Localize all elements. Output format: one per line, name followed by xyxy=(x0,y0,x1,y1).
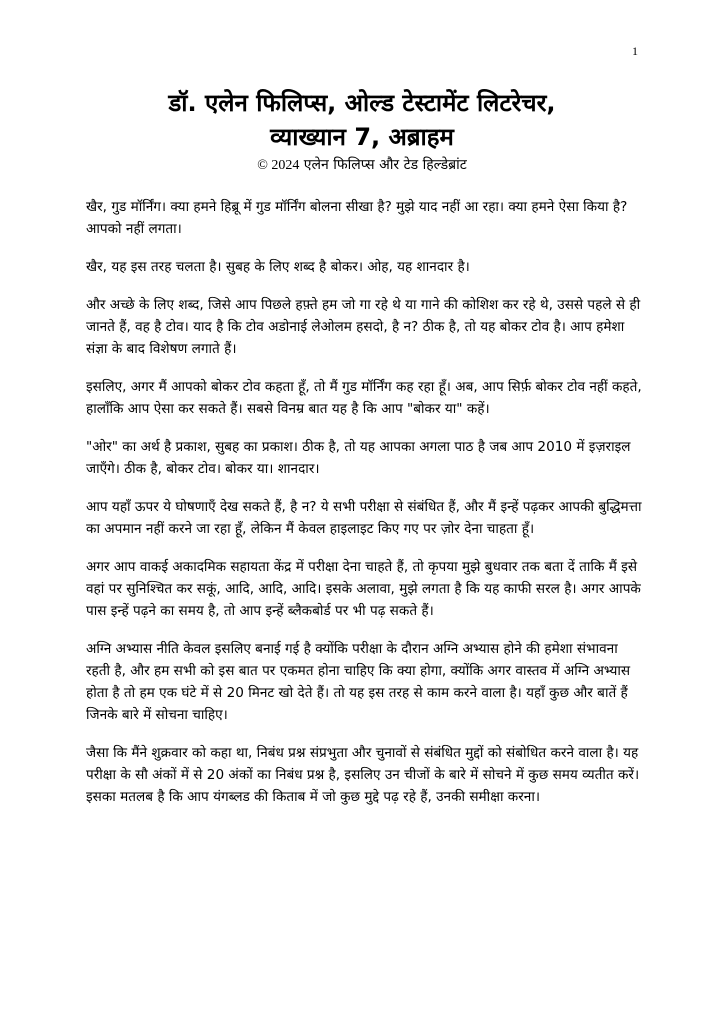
paragraph: जैसा कि मैंने शुक्रवार को कहा था, निबंध प्रश्न संप्रभुता और चुनावों से संबंधित मुद्दों को संबोधित करने वाला है। यह परीक्षा के सौ अंकों में से 20 अंकों का निबंध प्रश्न है, इसलिए उन चीजों के बारे में सोचने में कुछ समय व्यतीत करें। इसका मतलब है कि आप यंगब्लड की किताब में जो कुछ मुद्दे पढ़ रहे हैं, उनकी समीक्षा करना। xyxy=(86,745,640,805)
copyright-names: एलेन फिलिप्स और टेड हिल्डेब्रांट xyxy=(303,157,467,173)
copyright-symbol-year: © 2024 xyxy=(257,158,300,173)
paragraph: खैर, गुड मॉर्निंग। क्या हमने हिब्रू में गुड मॉर्निंग बोलना सीखा है? मुझे याद नहीं आ रहा। क्या हमने ऐसा किया है? आपको नहीं लगता। xyxy=(86,199,628,237)
copyright-line xyxy=(60,155,664,176)
paragraph: अग्नि अभ्यास नीति केवल इसलिए बनाई गई है क्योंकि परीक्षा के दौरान अग्नि अभ्यास होने की हमेशा संभावना रहती है, और हम सभी को इस बात पर एकमत होना चाहिए कि क्या होगा, क्योंकि अगर वास्तव में अग्नि अभ्यास होता है तो हम एक घंटे में से 20 मिनट खो देते हैं। तो यह इस तरह से काम करने वाला है। यहाँ कुछ और बातें हैं जिनके बारे में सोचना चाहिए। xyxy=(86,641,631,723)
paragraph: खैर, यह इस तरह चलता है। सुबह के लिए शब्द है बोकर। ओह, यह शानदार है। xyxy=(86,259,470,275)
paragraph: अगर आप वाकई अकादमिक सहायता केंद्र में परीक्षा देना चाहते हैं, तो कृपया मुझे बुधवार तक बता दें ताकि मैं इसे वहां पर सुनिश्चित कर सकूं, आदि, आदि, आदि। इसके अलावा, मुझे लगता है कि यह काफी सरल है। अगर आपके पास इन्हें पढ़ने का समय है, तो आप इन्हें ब्लैकबोर्ड पर भी पढ़ सकते हैं। xyxy=(86,559,641,619)
title-line-1: डॉ. एलेन फिलिप्स, ओल्ड टेस्टामेंट लिटरेचर, xyxy=(168,89,556,117)
paragraph: आप यहाँ ऊपर ये घोषणाएँ देख सकते हैं, है न? ये सभी परीक्षा से संबंधित हैं, और मैं इन्हें पढ़कर आपकी बुद्धिमत्ता का अपमान नहीं करने जा रहा हूँ, लेकिन मैं केवल हाइलाइट किए गए पर ज़ोर देना चाहता हूँ। xyxy=(86,499,642,537)
paragraph: और अच्छे के लिए शब्द, जिसे आप पिछले हफ़्ते हम जो गा रहे थे या गाने की कोशिश कर रहे थे, उससे पहले से ही जानते हैं, वह है टोव। याद है कि टोव अडोनाई लेओलम हसदो, है न? ठीक है, तो यह बोकर टोव है। आप हमेशा संज्ञा के बाद विशेषण लगाते हैं। xyxy=(86,297,641,357)
document-title xyxy=(60,86,664,154)
page-number: 1 xyxy=(632,44,638,58)
paragraph: इसलिए, अगर मैं आपको बोकर टोव कहता हूँ, तो मैं गुड मॉर्निंग कह रहा हूँ। अब, आप सिर्फ़ बोकर टोव नहीं कहते, हालाँकि आप ऐसा कर सकते हैं। सबसे विनम्र बात यह है कि आप "बोकर या" कहें। xyxy=(86,379,642,417)
paragraph: "ओर" का अर्थ है प्रकाश, सुबह का प्रकाश। ठीक है, तो यह आपका अगला पाठ है जब आप 2010 में इज़राइल जाएँगे। ठीक है, बोकर टोव। बोकर या। शानदार। xyxy=(86,439,631,477)
transcript-body xyxy=(86,196,642,824)
title-line-2: व्याख्यान 7, अब्राहम xyxy=(270,123,454,151)
